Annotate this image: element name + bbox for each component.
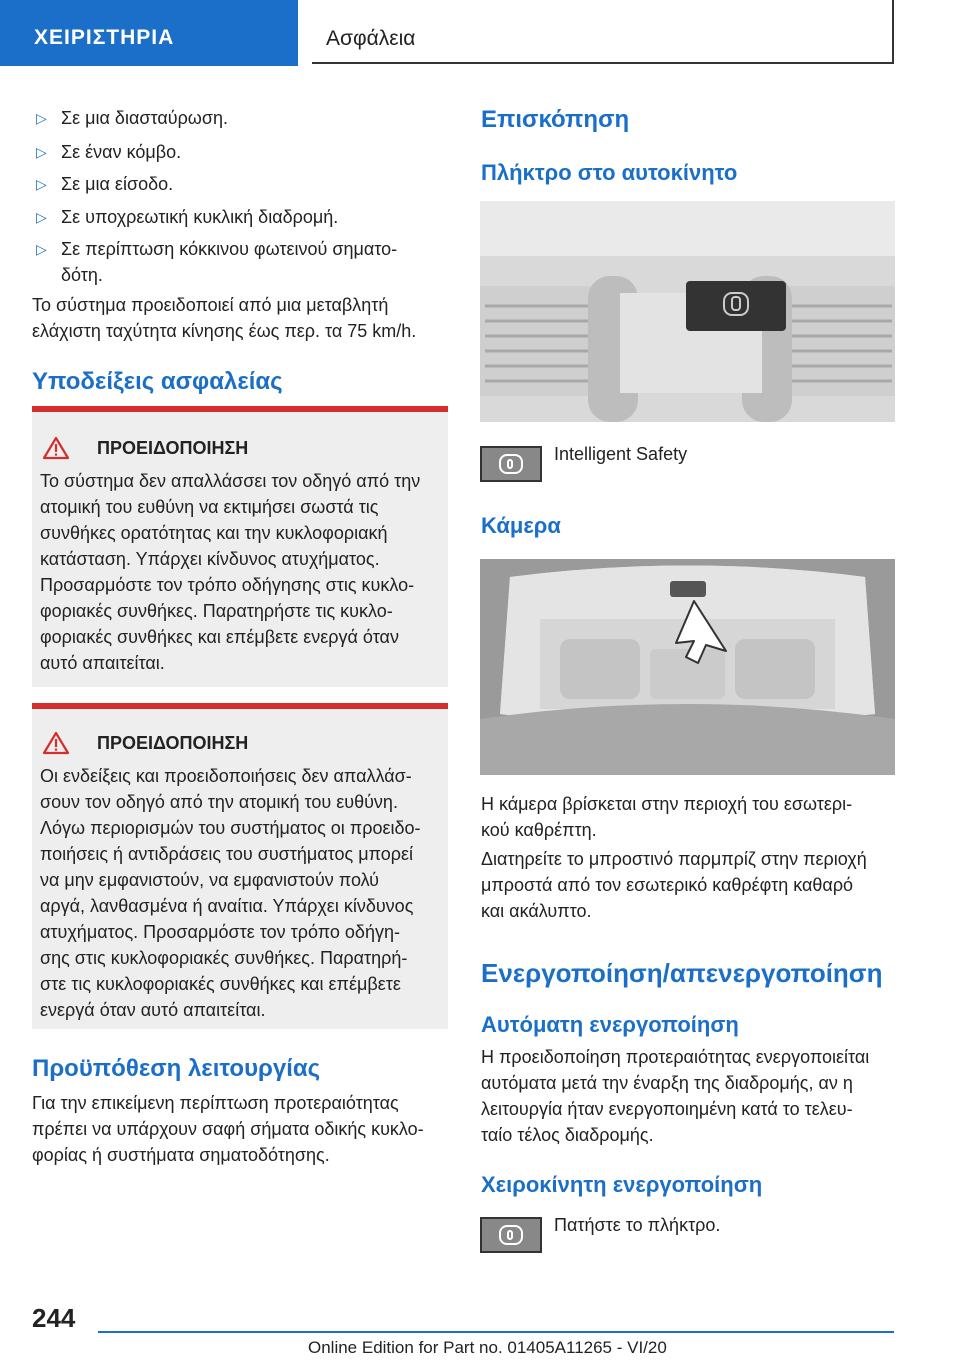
manual-heading: Χειροκίνητη ενεργοποίηση [481, 1172, 763, 1197]
camera-location-photo [480, 559, 895, 775]
prereq-heading: Προϋπόθεση λειτουργίας [32, 1055, 321, 1082]
triangle-bullet-icon: ▷ [36, 209, 47, 225]
page-number: 244 [32, 1303, 76, 1333]
warning-title: ΠΡΟΕΙΔΟΠΟΙΗΣΗ [97, 438, 249, 458]
prereq-text: Για την επικείμενη περίπτωση προτεραιότητας πρέπει να υπάρχουν σαφή σήματα οδικής κυκλο- φορίας ή συστήματα σηματοδότησης. [32, 1093, 424, 1165]
warning-icon [42, 731, 70, 755]
warning-icon [42, 436, 70, 460]
warning-body: Το σύστημα δεν απαλλάσσει τον οδηγό από την ατομική του ευθύνη να εκτιμήσει σωστά τις συνθήκες ορατότητας και την κυκλοφοριακή κατάσταση. Υπάρχει κίνδυνος ατυχήματος. Προσαρμόστε τον τρόπο οδήγησης στις κυκλο- φοριακές συνθήκες. Παρατηρήστε τις κυκλο- φοριακές συνθήκες και επέμβετε ενεργά όταν αυτό απαιτείται. [40, 471, 421, 673]
header-chapter: Ασφάλεια [312, 0, 894, 64]
intelligent-safety-button-icon [480, 446, 542, 482]
warning-title: ΠΡΟΕΙΔΟΠΟΙΗΣΗ [97, 733, 249, 753]
activation-heading: Ενεργοποίηση/απενεργοποίηση [481, 958, 883, 988]
manual-text: Πατήστε το πλήκτρο. [554, 1215, 721, 1235]
triangle-bullet-icon: ▷ [36, 110, 47, 126]
warning-body: Οι ενδείξεις και προειδοποιήσεις δεν απαλλάσ- σουν τον οδηγό από την ατομική του ευθύνη. Λόγω περιορισμών του συστήματος οι προειδο- ποιήσεις ή αντιδράσεις του συστήματος μπορεί να μην εμφανιστούν, να εμφανιστούν πολύ αργά, λανθασμένα ή αναίτια. Υπάρχει κίνδυνος ατυχήματος. Προσαρμόστε τον τρόπο οδήγη- σης στις κυκλοφοριακές συνθήκες. Παρατηρή- στε τις κυκλοφοριακές συνθήκες και επέμβετε ενεργά όταν αυτό απαιτείται. [40, 766, 421, 1020]
button-label: Intelligent Safety [554, 444, 688, 464]
edition-note: Online Edition for Part no. 01405A11265 - VI/20 [308, 1338, 667, 1357]
header-section: ΧΕΙΡΙΣΤΗΡΙΑ [0, 0, 298, 66]
camera-heading: Κάμερα [481, 513, 561, 538]
triangle-bullet-icon: ▷ [36, 144, 47, 160]
overview-heading: Επισκόπηση [481, 106, 630, 133]
intelligent-safety-button-icon [480, 1217, 542, 1253]
camera-text-1: Η κάμερα βρίσκεται στην περιοχή του εσωτερι- κού καθρέπτη. [481, 794, 853, 840]
triangle-bullet-icon: ▷ [36, 241, 47, 257]
safety-heading: Υποδείξεις ασφαλείας [32, 368, 283, 395]
triangle-bullet-icon: ▷ [36, 176, 47, 192]
footer-rule [98, 1331, 894, 1333]
camera-text-2: Διατηρείτε το μπροστινό παρμπρίζ στην περιοχή μπροστά από τον εσωτερικό καθρέφτη καθαρό και ακάλυπτο. [481, 849, 867, 921]
dashboard-button-photo [480, 201, 895, 422]
auto-text: Η προειδοποίηση προτεραιότητας ενεργοποιείται αυτόματα μετά την έναρξη της διαδρομής, αν η λειτουργία ήταν ενεργοποιημένη κατά το τελευ- ταίο τέλος διαδρομής. [481, 1047, 870, 1145]
button-heading: Πλήκτρο στο αυτοκίνητο [481, 160, 738, 185]
warning-box-2 [32, 703, 448, 1029]
auto-heading: Αυτόματη ενεργοποίηση [481, 1012, 739, 1037]
speed-text: Το σύστημα προειδοποιεί από μια μεταβλητή ελάχιστη ταχύτητα κίνησης έως περ. τα 75 km/h. [32, 295, 417, 341]
warning-box-1 [32, 406, 448, 687]
